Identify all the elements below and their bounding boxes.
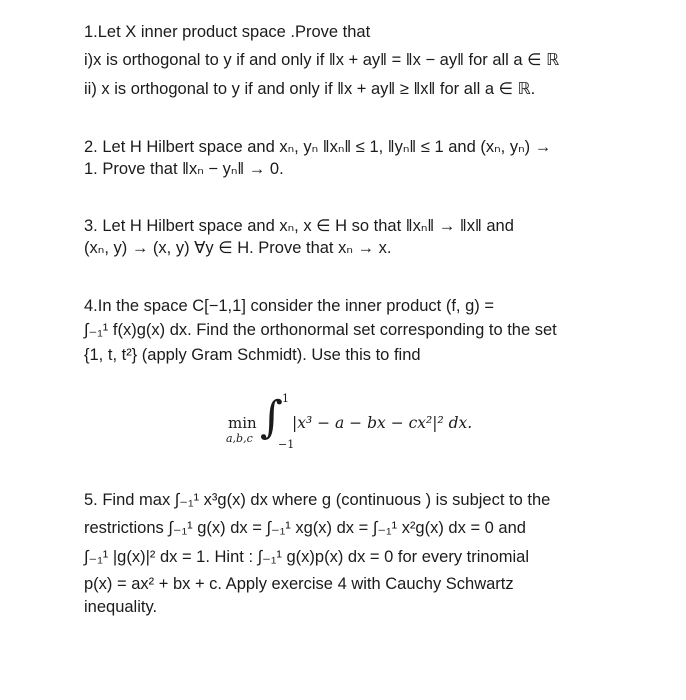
min-subscript: a,b,c [226,432,253,445]
problem-5-line-1: 5. Find max ∫₋₁¹ x³g(x) dx where g (continuous ) is subject to the [84,491,551,509]
problem-4-line-2: ∫₋₁¹ f(x)g(x) dx. Find the orthonormal set corresponding to the set [84,321,557,339]
integral-lower-limit: −1 [278,438,295,451]
problem-2-line-2: 1. Prove that ‖xₙ − yₙ‖ → 0. [84,160,284,178]
problem-5-line-3: ∫₋₁¹ |g(x)|² dx = 1. Hint : ∫₋₁¹ g(x)p(x) dx = 0 for every trinomial [84,548,530,566]
problem-1-line-3: ii) x is orthogonal to y if and only if ‖x + ay‖ ≥ ‖x‖ for all a ∈ ℝ. [84,80,536,98]
problem-5-line-4: p(x) = ax² + bx + c. Apply exercise 4 with Cauchy Schwartz [84,575,514,593]
problem-1-line-1: 1.Let X inner product space .Prove that [84,23,371,41]
problem-3-line-1: 3. Let H Hilbert space and xₙ, x ∈ H so that ‖xₙ‖ → ‖x‖ and [84,217,514,235]
problem-4-line-1: 4.In the space C[−1,1] consider the inner product (f, g) = [84,297,494,315]
integral-upper-limit: 1 [282,392,289,405]
problem-2-line-1: 2. Let H Hilbert space and xₙ, yₙ ‖xₙ‖ ≤ 1, ‖yₙ‖ ≤ 1 and (xₙ, yₙ) → [84,138,552,156]
minimization-integral [226,392,486,456]
problem-3-line-2: (xₙ, y) → (x, y) ∀y ∈ H. Prove that xₙ → x. [84,239,392,257]
problem-5-line-2: restrictions ∫₋₁¹ g(x) dx = ∫₋₁¹ xg(x) dx = ∫₋₁¹ x²g(x) dx = 0 and [84,519,526,537]
integral-sign: ∫ [260,392,283,443]
min-operator: min [228,414,257,432]
problem-1-line-2: i)x is orthogonal to y if and only if ‖x + ay‖ = ‖x − ay‖ for all a ∈ ℝ [84,51,560,69]
problem-4-line-3: {1, t, t²} (apply Gram Schmidt). Use this to find [84,346,421,364]
integrand-expression: |x³ − a − bx − cx²|² dx. [292,414,473,432]
problem-5-line-5: inequality. [84,598,158,616]
